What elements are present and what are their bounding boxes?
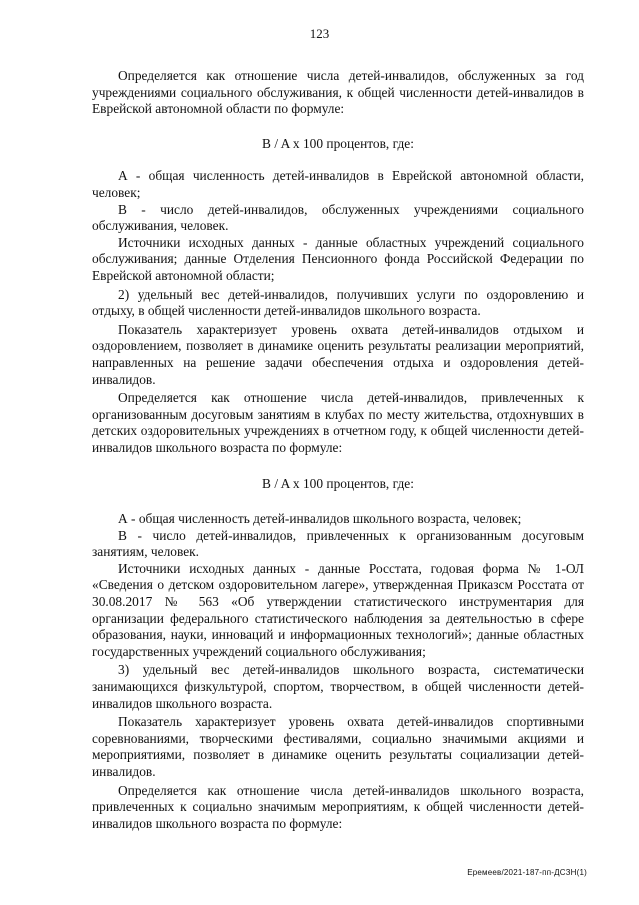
paragraph-definition-3: Определяется как отношение числа детей-инвалидов школьного возраста, привлеченных к социально значимым мероприятиям, к общей численности детей-инвалидов школьного возраста по формуле: <box>92 782 584 831</box>
paragraph-indicator-3: 3) удельный вес детей-инвалидов школьного возраста, систематически занимающихся физкультурой, спортом, творчеством, в общей численности детей-инвалидов школьного возраста. <box>92 662 584 711</box>
document-body <box>92 68 584 832</box>
document-code-footer: Еремеев/2021-187-пп-ДСЗН(1) <box>467 868 587 877</box>
paragraph-definition-1: Определяется как отношение числа детей-инвалидов, обслуженных за год учреждениями социального обслуживания, к общей численности детей-инвалидов в Еврейской автономной области по формуле: <box>92 68 584 117</box>
paragraph-variable-b-1: В - число детей-инвалидов, обслуженных учреждениями социального обслуживания, человек. <box>92 201 584 234</box>
formula-1: B / A x 100 процентов, где: <box>262 135 414 151</box>
paragraph-sources-2: Источники исходных данных - данные Росстата, годовая форма № 1-ОЛ «Сведения о детском оздоровительном лагере», утвержденная Приказсм Росстата от 30.08.2017 № 563 «Об утверждении статистического инструментария для организации федерального статистического наблюдения за деятельностью в сфере образования, науки, инноваций и информационных технологий»; данные областных государственных учреждений социального обслуживания; <box>92 560 584 659</box>
paragraph-variable-a-2: А - общая численность детей-инвалидов школьного возраста, человек; <box>118 511 522 527</box>
paragraph-characteristic-2: Показатель характеризует уровень охвата детей-инвалидов отдыхом и оздоровлением, позволяет в динамике оценить результаты реализации мероприятий, направленных на решение задачи обеспечения отдыха и оздоровления детей-инвалидов. <box>92 321 584 387</box>
paragraph-indicator-2: 2) удельный вес детей-инвалидов, получивших услуги по оздоровлению и отдыху, в общей численности детей-инвалидов школьного возраста. <box>92 286 584 319</box>
paragraph-sources-1: Источники исходных данных - данные областных учреждений социального обслуживания; данные Отделения Пенсионного фонда Российской Федерации по Еврейской автономной области; <box>92 234 584 283</box>
paragraph-definition-2: Определяется как отношение числа детей-инвалидов, привлеченных к организованным досуговым занятиям в клубах по месту жительства, отдохнувших в детских оздоровительных учреждениях в отчетном году, к общей численности детей-инвалидов школьного возраста по формуле: <box>92 390 584 455</box>
page-number: 123 <box>309 26 330 41</box>
paragraph-variable-b-2: В - число детей-инвалидов, привлеченных к организованным досуговым занятиям, человек. <box>92 527 584 560</box>
paragraph-characteristic-3: Показатель характеризует уровень охвата детей-инвалидов спортивными соревнованиями, творческими фестивалями, социально значимыми акциями и мероприятиями, позволяет в динамике оценить результаты социализации детей-инвалидов. <box>92 714 584 779</box>
formula-2: B / A x 100 процентов, где: <box>262 476 414 492</box>
paragraph-variable-a-1: А - общая численность детей-инвалидов в Еврейской автономной области, человек; <box>92 168 584 200</box>
